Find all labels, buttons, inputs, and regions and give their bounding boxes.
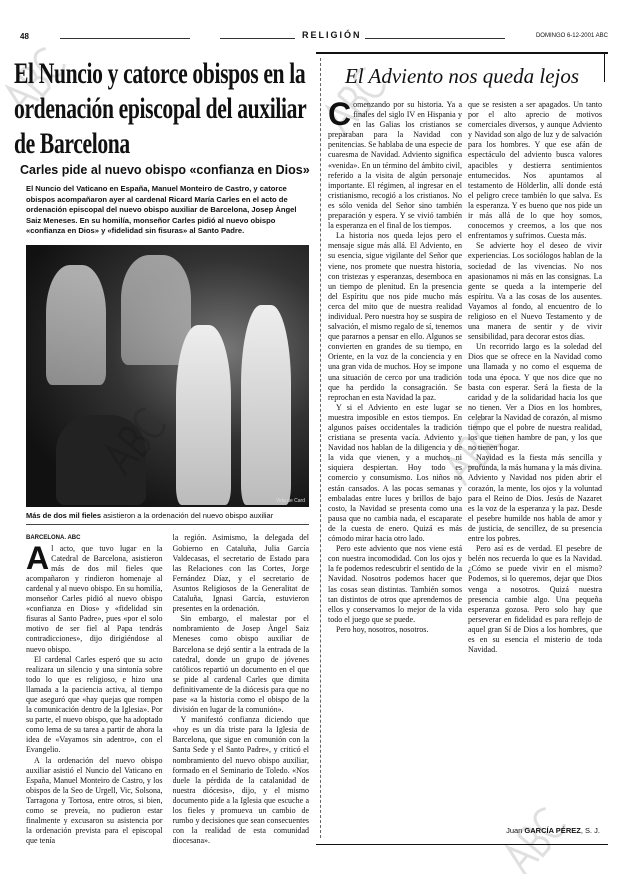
- drop-cap: C: [328, 100, 352, 132]
- photo-figure: [46, 265, 106, 385]
- opinion-paragraph: Pero este adviento que nos viene está con nuestra incomodidad. Con los ojos y la fe podemos redescubrir el sentido de la Navidad. Nosotros podemos hacer que las cosas sean distintas. También somos tan distintos de otros que aprendemos de ellos y conservamos lo mejor de la vida todo el juego que se puede.: [328, 544, 462, 624]
- dateline: BARCELONA. ABC: [26, 535, 81, 542]
- article-column-2: [173, 533, 310, 872]
- header-rule: [60, 38, 190, 39]
- photo-figure: [176, 325, 231, 505]
- opinion-paragraph: que se resisten a ser apagados. Un tanto por el alto aprecio de motivos comerciales diversos, y aunque Adviento y Navidad son algo de luz y de salvación para los hombres. Y que ese afán de espectáculo del adviento busca valores apacibles y destierra sentimientos entumecidos. Nos apuntamos al testamento de Hölderlin, allí donde está el peligro crece también lo que salva. Es la esperanza. Y es bueno que nos pide un ir más allá de lo que hoy somos, conocemos y creemos, a los que nos enfrentamos y sufrimos. Cuesta más.: [468, 100, 602, 241]
- opinion-paragraph: Y si el Adviento en este lugar se muestra imposible en estos tiempos. En algunos países occidentales la tradición cristiana se presenta vacía. Adviento y Navidad nos hablan de la diligencia y de la vida que vienen, y a muchos ni siquiera despiertan. Hoy todo es comercio y consumismo. Los niños no están cansados. A las pocas semanas y embaladas entre luces y brillos de bajo costo, la Navidad se presenta como una pausa que no cambia nada, el escaparate de la cuesta de enero. Quizá es más cómodo mirar hacia otro lado.: [328, 402, 462, 544]
- drop-cap: A: [26, 539, 50, 576]
- photo-credit: Vida de Card: [275, 497, 305, 504]
- caption-text: asistieron a la ordenación del nuevo obispo auxiliar: [101, 510, 274, 520]
- page-number: 48: [20, 32, 29, 41]
- headline-area: [14, 56, 310, 161]
- opinion-paragraph: La historia nos queda lejos pero el mensaje sigue más allá. El Adviento, en su esencia, sigue vigilante del Señor que viene, nos promete que nuestra historia, con tristezas y esperanzas, desemboca en un tiempo de plenitud. En la presencia del Espíritu que nos pide mucho más cerca del mito que de nuestra realidad individual. Pero nuestra hoy se suspira de salvación, el mismo regalo de sí, tenemos que pararnos a pensar en ello. Algunos se convierten en grandes de su tiempo, en Oriente, en la voz de la conciencia y en una gran vida de muchos. Hoy se impone una situación de cerco por una tradición que ha perdido la consagración. Se reprochan en esta Navidad la paz.: [328, 231, 462, 402]
- opinion-column-2: [468, 100, 602, 812]
- caption-bold: Más de dos mil fieles: [26, 510, 102, 520]
- main-article: [14, 56, 310, 872]
- article-headline: El Nuncio y catorce obispos en la ordenación episcopal del auxiliar de Barcelona: [14, 57, 306, 160]
- photo-figure: [241, 305, 291, 505]
- opinion-title: El Adviento nos queda lejos: [344, 64, 580, 88]
- header-rule: [365, 38, 505, 39]
- opinion-column-1: [328, 100, 462, 820]
- opinion-paragraph: Se advierte hoy el deseo de vivir experiencias. Los sociólogos hablan de la sociedad de las vivencias. No nos apasionamos ni más en las consignas. La gente se queda a la intemperie del espíritu. Va a las cosas de los ausentes. Vayamos al fondo, al encuentro de lo religioso en el Nuevo Testamento y de una manera de sentir y de vivir sensibilidad, para decorar estos días.: [468, 241, 602, 342]
- article-lead: El Nuncio del Vaticano en España, Manuel Monteiro de Castro, y catorce obispos acompañaron ayer al cardenal Ricard María Carles en el acto de ordenación episcopal del nuevo obispo auxiliar de Barcelona, Josep Àngel Saiz Meneses. En su homilía, monseñor Carles pidió al nuevo obispo «confianza en Dios» y «fidelidad sin fisuras» al Santo Padre.: [26, 184, 297, 236]
- article-column-1: [26, 533, 163, 872]
- opinion-paragraph: omenzando por su historia. Ya a finales del siglo IV en Hispania y en las Galias los cristianos se preparaban para la Navidad con penitencias. Se hablaba de una especie de cuaresma de Navidad. Adviento significa «venida». En un término del ámbito civil, referido a la visita de algún personaje importante. El régimen, al ingresar en el cristianismo, recogió a los cristianos. No es sólo venida del Señor sino también preparación y espera. Y se vivió también la esperanza en el final de los tiempos.: [328, 100, 462, 231]
- article-columns: [26, 533, 309, 872]
- opinion-paragraph: Pero así es de verdad. El pesebre de belén nos recuerda lo que es la Navidad. ¿Cómo se puede vivir en el mismo? Podemos, si lo queremos, dejar que Dios venga a nosotros. Quizá nuestra presencia cambie algo. Una pequeña esperanza gozosa. Pero solo hay que perseverar en fidelidad es para reflejo de aquel gran Sí de Dios a los hombres, que es en su esencia el misterio de toda Navidad.: [468, 544, 602, 655]
- article-paragraph: la región. Asimismo, la delegada del Gobierno en Cataluña, Julia García Valdecasas, el secretario de Estado para las Relaciones con las Cortes, Jorge Fernández Díaz, y el secretario de Asuntos Religiosos de la Generalitat de Cataluña, Ignasi García, estuvieron presentes en la ordenación.: [172, 533, 309, 614]
- article-paragraph: Sin embargo, el malestar por el nombramiento de Josep Àngel Saiz Meneses como obispo auxiliar de Barcelona se dejó sentir a la entrada de la catedral, donde un grupo de jóvenes católicos repartió un documento en el que se pide al cardenal Carles que dimita definitivamente de la diócesis para que no pase «a la historia como el obispo de la división en lugar de la comunión».: [172, 614, 309, 715]
- byline-last: GARCÍA PÉREZ: [524, 826, 581, 835]
- header-rule: [220, 38, 295, 39]
- photo-figure: [56, 415, 146, 505]
- article-subhead: Carles pide al nuevo obispo «confianza en Dios»: [20, 163, 310, 177]
- photo-caption: [26, 511, 309, 521]
- ordination-photo: [26, 245, 309, 507]
- article-paragraph: l acto, que tuvo lugar en la Catedral de Barcelona, asistieron más de dos mil fieles que acompañaron y rindieron homenaje al cardenal y al nuevo obispo. En su homilía, monseñor Carles pidió al nuevo obispo «confianza en Dios» y «fidelidad sin fisuras al Santo Padre», pues «por el solo motivo de ser fiel al Papa tendrás contradicciones», dijo dirigiéndose al nuevo obispo.: [26, 543, 163, 654]
- opinion-byline: [506, 826, 600, 835]
- opinion-paragraph: Navidad es la fiesta más sencilla y profunda, la más humana y la más divina. Adviento y Navidad nos piden abrir el corazón, la mente, los ojos y la voluntad para el Reino de Dios. Jesús de Nazaret es la voz de la esperanza y la paz. Desde el pesebre humilde nos habla de amor y de justicia, de sencillez, de su presencia entre los pobres.: [468, 453, 602, 544]
- section-title: RELIGIÓN: [302, 30, 362, 40]
- opinion-paragraph: Pero hoy, nosotros, nosotros.: [336, 624, 429, 634]
- byline-first: Juan: [506, 826, 525, 835]
- opinion-box-border: [320, 58, 322, 838]
- article-paragraph: Y manifestó confianza diciendo que «hoy es un día triste para la Iglesia de Barcelona, que sigue en comunión con la Santa Sede y el Santo Padre», y criticó el nombramiento del nuevo obispo auxiliar, formado en el Seminario de Toledo. «Nos duele la pérdida de la catalanidad de nuestra diócesis», dijo, y el mismo documento pide a la Iglesia que escuche a los fieles y promueva un cambio de rumbo y decisiones que sean consecuentes con la realidad de esta comunidad diocesana».: [172, 715, 309, 846]
- issue-date: DOMINGO 6-12-2001 ABC: [535, 33, 608, 39]
- caption-rule: [26, 524, 309, 525]
- page-header: [20, 30, 608, 42]
- byline-suffix: , S. J.: [580, 826, 600, 835]
- article-paragraph: El cardenal Carles esperó que su acto realizara un silencio y una sintonía sobre todo lo que es religioso, e hizo una llamada a la paciencia activa, al tiempo que aseguró que «hay quejas que rompen la comunicación dentro de la Iglesia». Por su parte, el nuevo obispo, que ha adoptado como lema de su tarea a partir de ahora la idea de «Vayamos sin adentro», con el Evangelio.: [26, 654, 163, 755]
- article-paragraph: A la ordenación del nuevo obispo auxiliar asistió el Nuncio del Vaticano en España, Manuel Monteiro de Castro, y los obispos de la Seo de Urgell, Vic, Solsona, Tarragona y Tortosa, entre otros, si bien, como se preveía, no pudieron estar finalmente y excusaron su asistencia por la ordenación prevista para el episcopal que tenía: [26, 755, 163, 846]
- opinion-paragraph: Un recorrido largo es la soledad del Dios que se ofrece en la Navidad como una llamada y no como el esquema de toda una época. Y que nos dice que no basta con esperar. Será la fiesta de la caridad y de la solidaridad hacia los que no tienen. Ver a Dios en los hombres, celebrar la Navidad de corazón, al mismo tiempo que el pobre de nuestra realidad, los que tienen hambre de pan, y los que no tienen hogar.: [468, 342, 602, 453]
